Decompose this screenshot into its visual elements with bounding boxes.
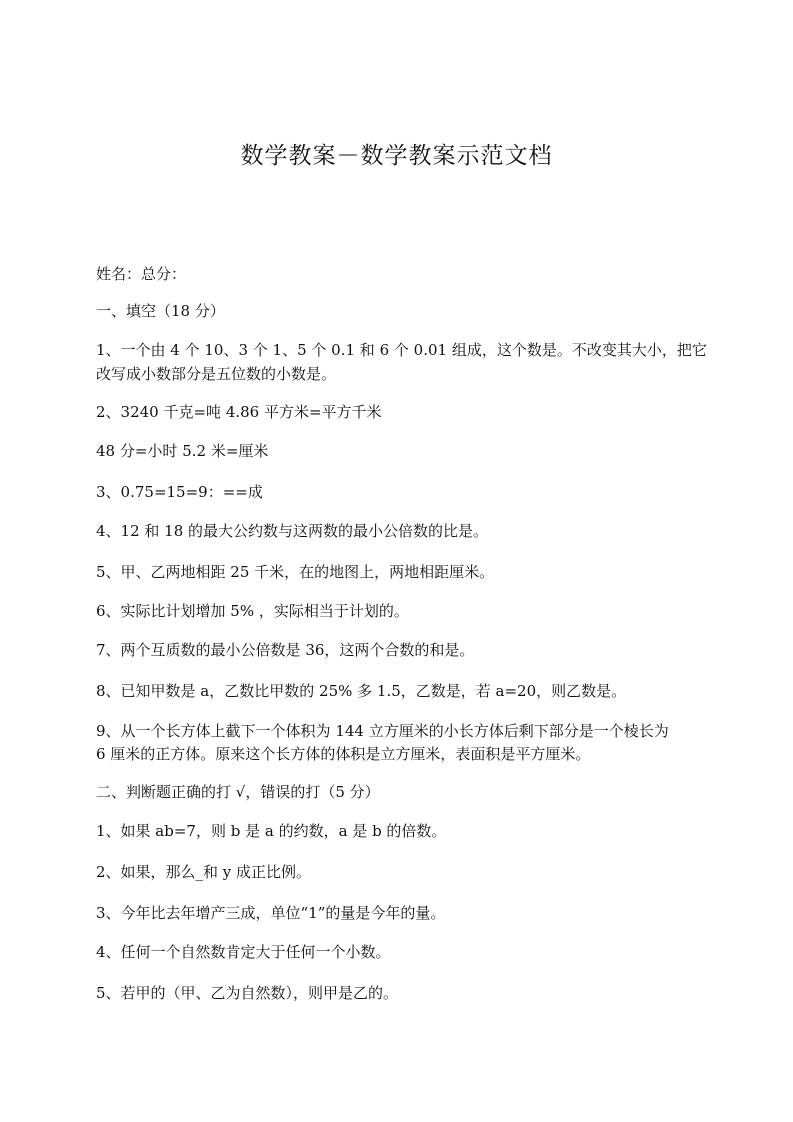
judge-item-2: 2、如果，那么_和 y 成正比例。: [96, 863, 312, 881]
question-3: 3、0.75=15=9：==成: [96, 483, 263, 501]
question-5: 5、甲、乙两地相距 25 千米，在的地图上，两地相距厘米。: [96, 563, 495, 581]
judge-item-4: 4、任何一个自然数肯定大于任何一个小数。: [96, 943, 391, 961]
question-1-line-2: 改写成小数部分是五位数的小数是。: [96, 365, 337, 383]
question-1-line-1: 1、一个由 4 个 10、3 个 1、5 个 0.1 和 6 个 0.01 组成，这个数是。不改变其大小，把它: [96, 341, 707, 359]
judge-item-1: 1、如果 ab=7，则 b 是 a 的约数，a 是 b 的倍数。: [96, 822, 447, 840]
section-1-heading: 一、填空（18 分）: [96, 302, 225, 320]
name-score-line: 姓名：总分：: [96, 265, 187, 283]
judge-item-5: 5、若甲的（甲、乙为自然数），则甲是乙的。: [96, 984, 399, 1002]
judge-item-3: 3、今年比去年增产三成，单位“1”的量是今年的量。: [96, 904, 446, 922]
question-7: 7、两个互质数的最小公倍数是 36，这两个合数的和是。: [96, 641, 475, 659]
question-8: 8、已知甲数是 a，乙数比甲数的 25% 多 1.5，乙数是，若 a=20，则乙数是。: [96, 682, 627, 700]
question-2-line-2: 48 分=小时 5.2 米=厘米: [96, 442, 269, 460]
question-2-line-1: 2、3240 千克=吨 4.86 平方米=平方千米: [96, 403, 382, 421]
document-title: 数学教案－数学教案示范文档: [240, 143, 553, 169]
question-9-line-1: 9、从一个长方体上截下一个体积为 144 立方厘米的小长方体后剩下部分是一个棱长为: [96, 722, 669, 740]
question-4: 4、12 和 18 的最大公约数与这两数的最小公倍数的比是。: [96, 522, 489, 540]
section-2-heading: 二、判断题正确的打 √，错误的打（5 分）: [96, 783, 380, 801]
question-6: 6、实际比计划增加 5% ，实际相当于计划的。: [96, 602, 409, 620]
question-9-line-2: 6 厘米的正方体。原来这个长方体的体积是立方厘米，表面积是平方厘米。: [96, 745, 591, 763]
